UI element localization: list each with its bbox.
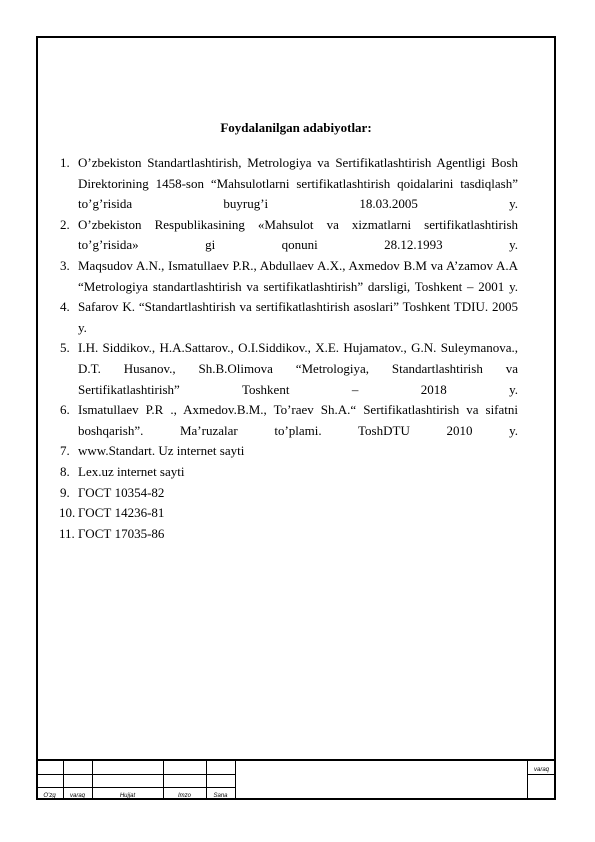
list-item: 6. Ismatullaev P.R ., Axmedov.B.M., To’raev Sh.A.“ Sertifikatlashtirish va sifatni boshqarish”. Ma’ruzalar to’plami. ToshDTU 2010 y. (60, 402, 518, 438)
reference-list (60, 153, 518, 544)
stamp-label-document: Hujjat (119, 793, 136, 799)
list-item: 10. ГОСТ 14236-81 (59, 505, 165, 521)
list-item: 1. O’zbekiston Standartlashtirish, Metrologiya va Sertifikatlashtirish Agentligi Bosh Direktorining 1458-son “Mahsulotlarni sertifikatlashtirish qoidalarini tasdiqlash” to’g’risida buyrug’i 18.03.2005 y. (60, 155, 518, 212)
stamp-label-signature: Imzo (177, 793, 191, 799)
list-item: 8. Lex.uz internet sayti (60, 463, 185, 479)
title-block (36, 759, 556, 800)
list-item: 2. O’zbekiston Respublikasining «Mahsulot va xizmatlarni sertifikatlashtirish to’g’risida» gi qonuni 28.12.1993 y. (60, 216, 518, 253)
list-item: 11. ГОСТ 17035-86 (59, 525, 165, 541)
list-item: 4. Safarov K. “Standartlashtirish va sertifikatlashtirish asoslari” Toshkent TDIU. 2005 y. (60, 299, 518, 335)
page-title: Foydalanilgan adabiyotlar: (220, 120, 372, 135)
stamp-label-sheet: varaq (69, 793, 85, 799)
list-item: 3. Maqsudov A.N., Ismatullaev P.R., Abdullaev A.X., Axmedov B.M va A’zamov A.A “Metrologiya standartlashtirish va sertifikatlashtirish” darsligi, Toshkent – 2001 y. (60, 257, 518, 294)
list-item: 9. ГОСТ 10354-82 (60, 484, 165, 500)
stamp-label-date: Sana (213, 793, 228, 799)
list-item: 7. www.Standart. Uz internet sayti (60, 443, 245, 459)
stamp-sheet-label: varaq (533, 767, 549, 773)
list-item: 5. I.H. Siddikov., H.A.Sattarov., O.I.Siddikov., X.E. Hujamatov., G.N. Suleymanova., D.T. Husanov., Sh.B.Olimova “Metrologiya, Standartlashtirish va Sertifikatlashtirish” Toshkent – 2018 y. (60, 340, 518, 397)
stamp-label-change: O’zg (43, 793, 56, 799)
